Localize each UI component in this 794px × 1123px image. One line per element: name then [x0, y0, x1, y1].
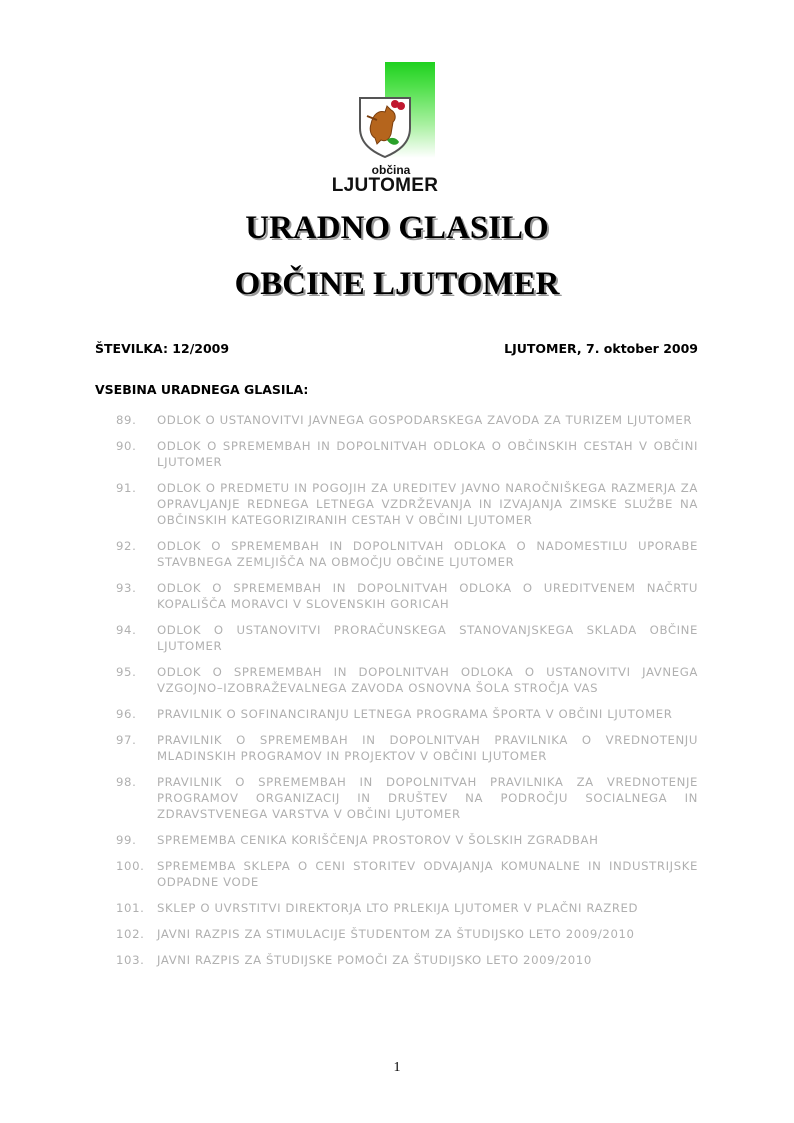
toc-item[interactable] — [95, 664, 698, 696]
toc-number: 103. — [116, 953, 145, 967]
document-title-line2: OBČINE LJUTOMER — [234, 266, 560, 302]
toc-title: ODLOK O USTANOVITVI JAVNEGA GOSPODARSKEGA ZAVODA ZA TURIZEM LJUTOMER — [157, 413, 693, 427]
toc-title: PRAVILNIK O SOFINANCIRANJU LETNEGA PROGRAMA ŠPORTA V OBČINI LJUTOMER — [157, 707, 673, 721]
toc-number: 94. — [116, 623, 137, 637]
toc-item[interactable] — [95, 706, 698, 722]
contents-heading: VSEBINA URADNEGA GLASILA: — [95, 382, 309, 397]
toc-item[interactable] — [95, 900, 698, 916]
toc-number: 92. — [116, 539, 137, 553]
toc-item[interactable] — [95, 926, 698, 942]
toc-number: 98. — [116, 775, 137, 789]
toc-title: ODLOK O SPREMEMBAH IN DOPOLNITVAH ODLOKA O NADOMESTILU UPORABE STAVBNEGA ZEMLJIŠČA NA OBMOČJU OBČINE LJUTOMER — [157, 539, 698, 569]
toc-item[interactable] — [95, 774, 698, 822]
logo-word: občina — [371, 163, 411, 177]
toc-number: 100. — [116, 859, 145, 873]
toc-number: 102. — [116, 927, 145, 941]
toc-item[interactable] — [95, 480, 698, 528]
toc-title: ODLOK O SPREMEMBAH IN DOPOLNITVAH ODLOKA O UREDITVENEM NAČRTU KOPALIŠČA MORAVCI V SLOVENSKIH GORICAH — [157, 581, 698, 611]
toc-title: JAVNI RAZPIS ZA STIMULACIJE ŠTUDENTOM ZA ŠTUDIJSKO LETO 2009/2010 — [157, 927, 635, 941]
issue-number: ŠTEVILKA: 12/2009 — [95, 341, 230, 356]
toc-number: 101. — [116, 901, 145, 915]
toc-item[interactable] — [95, 580, 698, 612]
toc-item[interactable] — [95, 732, 698, 764]
toc-item[interactable] — [95, 412, 698, 428]
logo-name: LJUTOMER — [331, 175, 439, 196]
document-title-line1: URADNO GLASILO — [245, 210, 549, 246]
toc-item[interactable] — [95, 538, 698, 570]
toc-number: 95. — [116, 665, 137, 679]
toc-number: 90. — [116, 439, 137, 453]
coat-of-arms-icon — [357, 94, 413, 158]
toc-title: PRAVILNIK O SPREMEMBAH IN DOPOLNITVAH PRAVILNIKA ZA VREDNOTENJE PROGRAMOV ORGANIZACIJ IN DRUŠTEV NA PODROČJU SOCIALNEGA IN ZDRAVSTVENEGA VARSTVA V OBČINI LJUTOMER — [157, 775, 698, 821]
toc-number: 93. — [116, 581, 137, 595]
toc-title: ODLOK O SPREMEMBAH IN DOPOLNITVAH ODLOKA O OBČINSKIH CESTAH V OBČINI LJUTOMER — [157, 439, 698, 469]
toc-number: 97. — [116, 733, 137, 747]
toc-number: 91. — [116, 481, 137, 495]
table-of-contents — [95, 412, 698, 978]
toc-number: 89. — [116, 413, 137, 427]
toc-item[interactable] — [95, 858, 698, 890]
page-number: 1 — [393, 1060, 401, 1075]
place-date: LJUTOMER, 7. oktober 2009 — [504, 341, 698, 356]
toc-item[interactable] — [95, 438, 698, 470]
toc-title: ODLOK O USTANOVITVI PRORAČUNSKEGA STANOVANJSKEGA SKLADA OBČINE LJUTOMER — [157, 623, 698, 653]
toc-item[interactable] — [95, 622, 698, 654]
toc-title: SPREMEMBA SKLEPA O CENI STORITEV ODVAJANJA KOMUNALNE IN INDUSTRIJSKE ODPADNE VODE — [157, 859, 698, 889]
toc-number: 96. — [116, 707, 137, 721]
toc-item[interactable] — [95, 832, 698, 848]
toc-title: SKLEP O UVRSTITVI DIREKTORJA LTO PRLEKIJA LJUTOMER V PLAČNI RAZRED — [157, 901, 639, 915]
toc-title: JAVNI RAZPIS ZA ŠTUDIJSKE POMOČI ZA ŠTUDIJSKO LETO 2009/2010 — [157, 953, 592, 967]
toc-title: ODLOK O SPREMEMBAH IN DOPOLNITVAH ODLOKA O USTANOVITVI JAVNEGA VZGOJNO–IZOBRAŽEVALNEGA ZAVODA OSNOVNA ŠOLA STROČJA VAS — [157, 665, 698, 695]
toc-title: SPREMEMBA CENIKA KORIŠČENJA PROSTOROV V ŠOLSKIH ZGRADBAH — [157, 833, 599, 847]
toc-title: ODLOK O PREDMETU IN POGOJIH ZA UREDITEV JAVNO NAROČNIŠKEGA RAZMERJA ZA OPRAVLJANJE REDNEGA LETNEGA VZDRŽEVANJA IN IZVAJANJA ZIMSKE SLUŽBE NA OBČINSKIH KATEGORIZIRANIH CESTAH V OBČINI LJUTOMER — [157, 481, 698, 527]
toc-title: PRAVILNIK O SPREMEMBAH IN DOPOLNITVAH PRAVILNIKA O VREDNOTENJU MLADINSKIH PROGRAMOV IN PROJEKTOV V OBČINI LJUTOMER — [157, 733, 698, 763]
toc-number: 99. — [116, 833, 137, 847]
toc-item[interactable] — [95, 952, 698, 968]
